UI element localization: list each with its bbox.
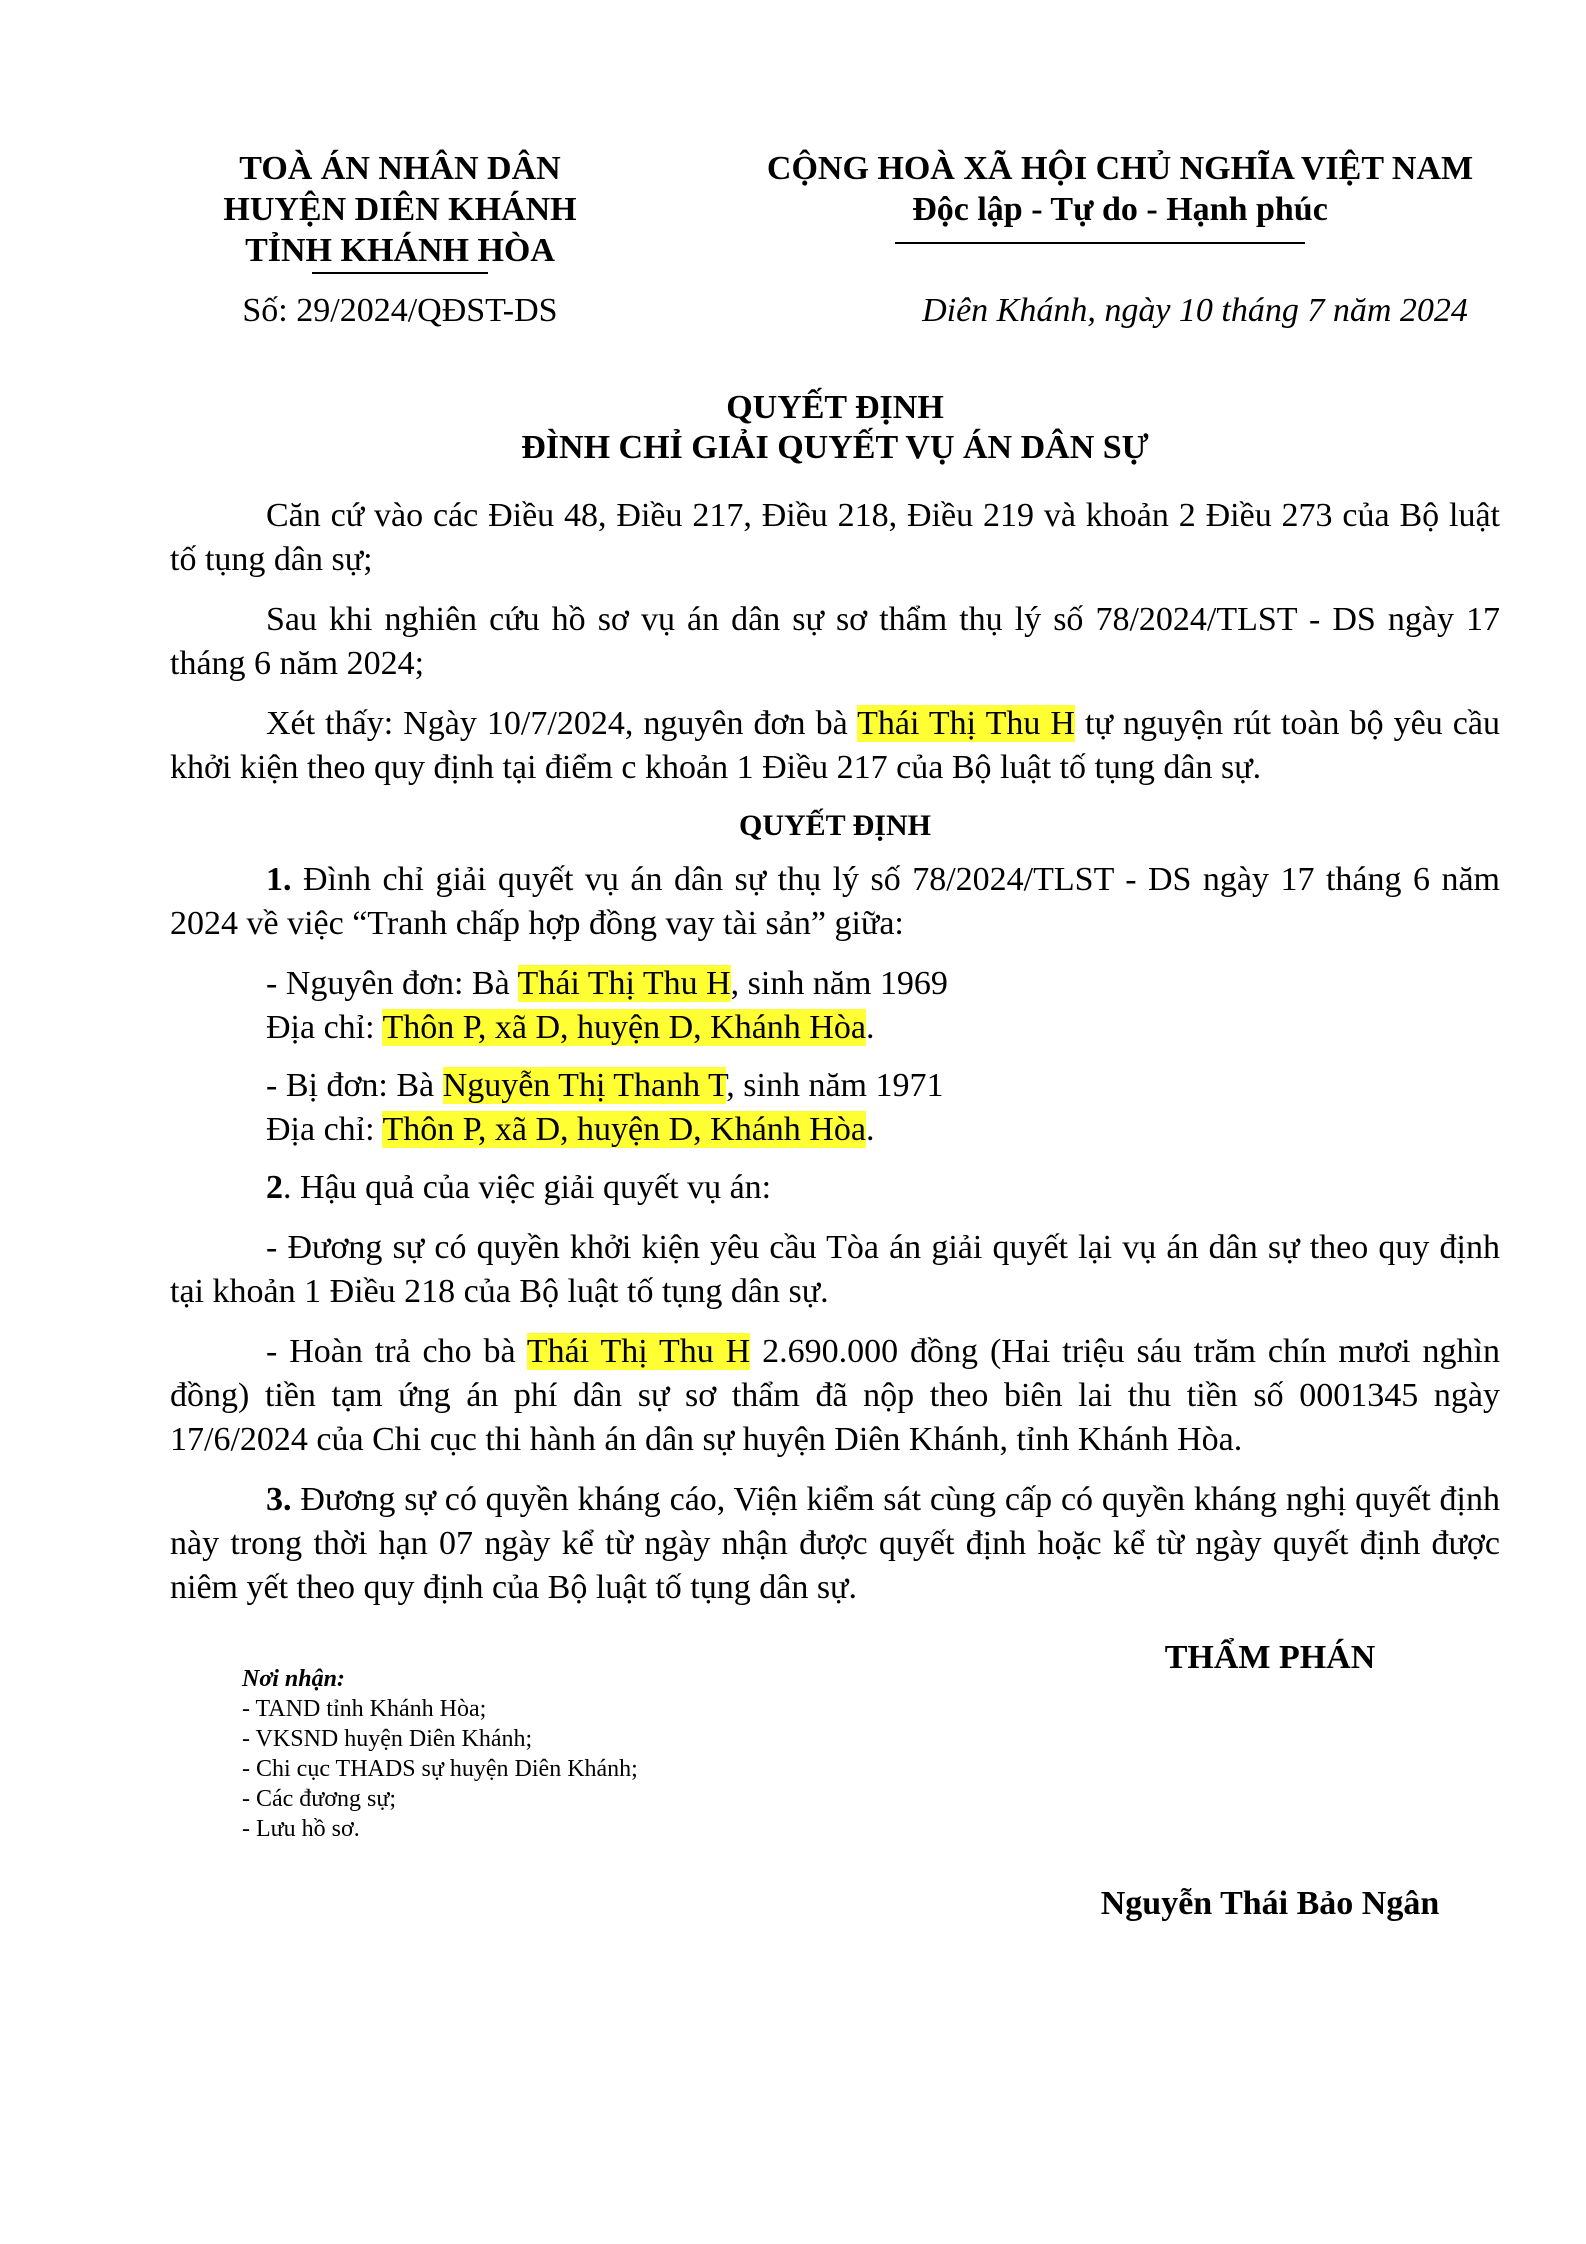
national-motto-line1: CỘNG HOÀ XÃ HỘI CHỦ NGHĨA VIỆT NAM <box>766 150 1474 187</box>
section-1-number: 1. <box>266 861 292 898</box>
national-header <box>710 148 1530 230</box>
court-name-line2: HUYỆN DIÊN KHÁNH <box>223 191 577 228</box>
section-3-paragraph <box>170 1478 1500 1610</box>
plaintiff-address-line <box>170 1006 1500 1050</box>
decision-heading: QUYẾT ĐỊNH <box>739 809 931 842</box>
case-review-paragraph: Sau khi nghiên cứu hồ sơ vụ án dân sự sơ thẩm thụ lý số 78/2024/TLST - DS ngày 17 tháng 6 năm 2024; <box>170 601 1500 682</box>
recipient-item: - VKSND huyện Diên Khánh; <box>242 1726 533 1752</box>
text-segment: Xét thấy: Ngày 10/7/2024, nguyên đơn bà <box>266 705 858 742</box>
document-body <box>170 494 1500 1626</box>
text-segment: - Bị đơn: Bà <box>266 1067 443 1104</box>
section-3-number: 3. <box>266 1481 292 1518</box>
refund-recipient-name: Thái Thị Thu H <box>526 1333 751 1370</box>
defendant-line <box>170 1064 1500 1108</box>
section-2-item-a: - Đương sự có quyền khởi kiện yêu cầu Tòa án giải quyết lại vụ án dân sự theo quy định tại khoản 1 Điều 218 của Bộ luật tố tụng dân sự. <box>170 1229 1500 1310</box>
defendant-name: Nguyễn Thị Thanh T <box>442 1067 727 1104</box>
text-segment: tự nguyện rút toàn bộ yêu cầu khởi kiện theo quy định tại điểm c khoản 1 Điều 217 của Bộ luật tố tụng dân sự. <box>170 705 1500 786</box>
recipient-item: - Chi cục THADS sự huyện Diên Khánh; <box>242 1756 638 1782</box>
issue-date: Diên Khánh, ngày 10 tháng 7 năm 2024 <box>922 292 1468 329</box>
section-2-item-b <box>170 1330 1500 1462</box>
court-name-line1: TOÀ ÁN NHÂN DÂN <box>239 150 561 187</box>
recipient-item: - TAND tỉnh Khánh Hòa; <box>242 1696 487 1722</box>
consideration-paragraph <box>170 702 1500 790</box>
text-segment: - Hoàn trả cho bà <box>266 1333 527 1370</box>
section-1-paragraph <box>170 858 1500 946</box>
defendant-block <box>170 1064 1500 1152</box>
text-segment: . Hậu quả của việc giải quyết vụ án: <box>283 1169 772 1206</box>
recipients-block <box>242 1664 802 1844</box>
national-header-underline <box>895 242 1305 244</box>
text-segment: Địa chỉ: <box>266 1111 383 1148</box>
legal-basis-paragraph: Căn cứ vào các Điều 48, Điều 217, Điều 218, Điều 219 và khoản 2 Điều 273 của Bộ luật tố tụng dân sự; <box>170 497 1500 578</box>
document-title <box>170 388 1500 468</box>
text-segment: . <box>865 1009 875 1046</box>
court-name-line3: TỈNH KHÁNH HÒA <box>245 232 555 269</box>
section-2-heading <box>170 1166 1500 1210</box>
defendant-address: Thôn P, xã D, huyện D, Khánh Hòa <box>382 1111 866 1148</box>
text-segment: . <box>865 1111 875 1148</box>
decision-number: Số: 29/2024/QĐST-DS <box>242 292 558 329</box>
title-line1: QUYẾT ĐỊNH <box>726 389 944 426</box>
text-segment: Đình chỉ giải quyết vụ án dân sự thụ lý số 78/2024/TLST - DS ngày 17 tháng 6 năm 2024 về việc “Tranh chấp hợp đồng vay tài sản” giữa: <box>170 861 1500 942</box>
court-header-underline <box>312 272 488 274</box>
recipient-item: - Các đương sự; <box>242 1786 397 1812</box>
title-line2: ĐÌNH CHỈ GIẢI QUYẾT VỤ ÁN DÂN SỰ <box>521 429 1149 466</box>
recipient-item: - Lưu hồ sơ. <box>242 1816 360 1842</box>
text-segment: Địa chỉ: <box>266 1009 383 1046</box>
national-motto-line2: Độc lập - Tự do - Hạnh phúc <box>912 191 1328 228</box>
plaintiff-name-highlight: Thái Thị Thu H <box>857 705 1075 742</box>
plaintiff-line <box>170 962 1500 1006</box>
text-segment: - Nguyên đơn: Bà <box>266 965 518 1002</box>
court-header <box>175 148 625 271</box>
plaintiff-name: Thái Thị Thu H <box>517 965 731 1002</box>
text-segment: , sinh năm 1971 <box>726 1067 944 1104</box>
signer-name: Nguyễn Thái Bảo Ngân <box>1100 1885 1440 1922</box>
signer-role: THẨM PHÁN <box>1164 1639 1376 1676</box>
defendant-address-line <box>170 1108 1500 1152</box>
section-2-number: 2 <box>266 1169 283 1206</box>
plaintiff-block <box>170 962 1500 1050</box>
text-segment: , sinh năm 1969 <box>730 965 948 1002</box>
text-segment: Đương sự có quyền kháng cáo, Viện kiểm sát cùng cấp có quyền kháng nghị quyết định này trong thời hạn 07 ngày kể từ ngày nhận được quyết định hoặc kể từ ngày quyết định được niêm yết theo quy định của Bộ luật tố tụng dân sự. <box>170 1481 1500 1606</box>
text-segment: 2.690.000 đồng (Hai triệu sáu trăm chín mươi nghìn đồng) tiền tạm ứng án phí dân sự sơ thẩm đã nộp theo biên lai thu tiền số 0001345 ngày 17/6/2024 của Chi cục thi hành án dân sự huyện Diên Khánh, tỉnh Khánh Hòa. <box>170 1333 1500 1458</box>
recipients-label: Nơi nhận: <box>242 1666 345 1692</box>
plaintiff-address: Thôn P, xã D, huyện D, Khánh Hòa <box>382 1009 866 1046</box>
